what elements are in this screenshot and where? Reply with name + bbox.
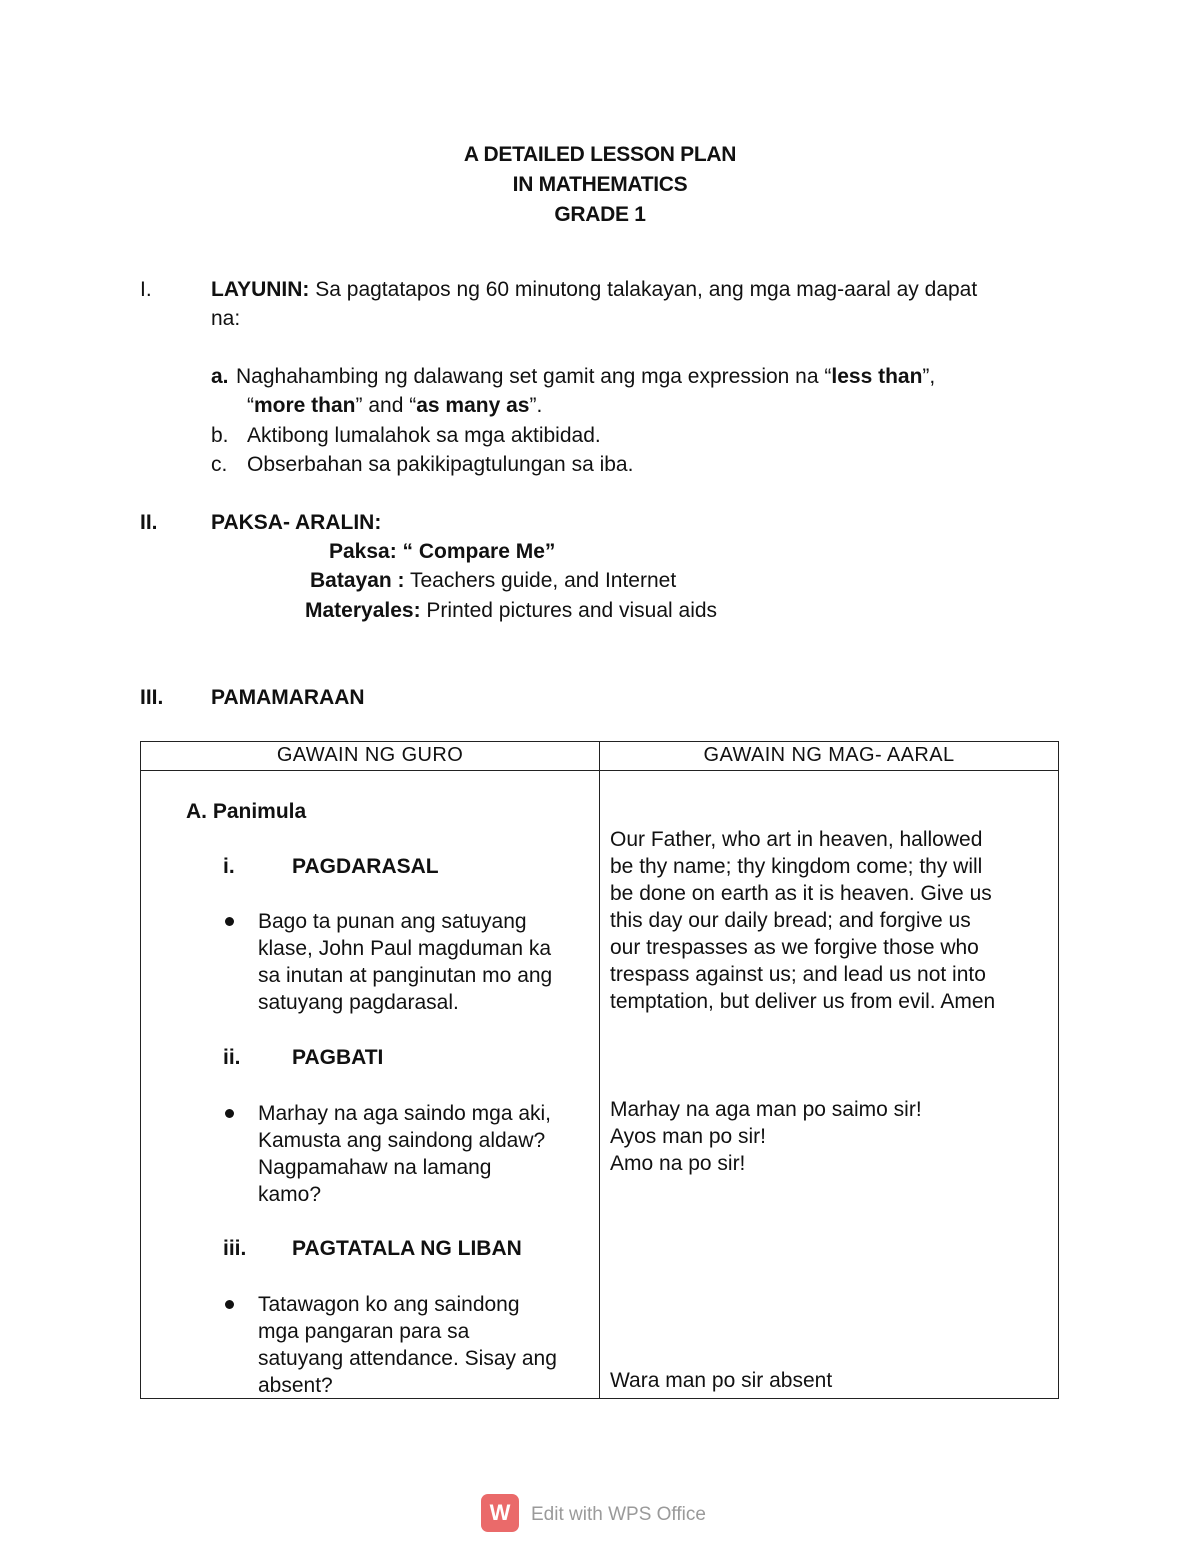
objective-c: Obserbahan sa pakikipagtulungan sa iba. xyxy=(247,453,634,476)
objective-a-letter: a. xyxy=(211,365,229,388)
section-2-numeral: II. xyxy=(140,511,158,534)
document-title-line-2: IN MATHEMATICS xyxy=(512,173,688,196)
step-2-number: ii. xyxy=(223,1046,241,1069)
section-1-heading: LAYUNIN: xyxy=(211,278,310,301)
batayan-line: Batayan : Teachers guide, and Internet xyxy=(310,569,677,592)
step-2-title: PAGBATI xyxy=(292,1046,384,1069)
materyales-line: Materyales: Printed pictures and visual aids xyxy=(305,599,718,622)
wps-logo-icon[interactable]: W xyxy=(481,1494,519,1532)
bullet-icon xyxy=(225,917,234,926)
part-a-title: A. Panimula xyxy=(186,800,307,823)
step-1-title: PAGDARASAL xyxy=(292,855,439,878)
section-2-heading: PAKSA- ARALIN: xyxy=(211,511,382,534)
bullet-icon xyxy=(225,1109,234,1118)
step-2-student-text: Marhay na aga man po saimo sir! Ayos man po sir! Amo na po sir! xyxy=(610,1098,922,1175)
column-header-teacher: GAWAIN NG GURO xyxy=(276,744,464,766)
objective-c-letter: c. xyxy=(211,453,228,476)
section-3-heading: PAMAMARAAN xyxy=(211,686,365,709)
step-3-student-text: Wara man po sir absent xyxy=(610,1369,833,1392)
bullet-icon xyxy=(225,1300,234,1309)
step-1-number: i. xyxy=(223,855,235,878)
section-1-intro-continued: na: xyxy=(211,307,241,330)
table-header-divider xyxy=(141,770,1058,771)
section-1-intro xyxy=(211,275,1071,304)
objective-b: Aktibong lumalahok sa mga aktibidad. xyxy=(247,424,601,447)
step-1-student-text: Our Father, who art in heaven, hallowed be thy name; thy kingdom come; thy will be done on earth as it is heaven. Give us this day our daily bread; and forgive us our trespasses as we forgive those who trespass against us; and lead us not into temptation, but deliver us from evil. Amen xyxy=(610,828,996,1013)
objective-a-continued: “more than” and “as many as”. xyxy=(247,394,543,417)
section-1-intro-text: Sa pagtatapos ng 60 minutong talakayan, ang mga mag-aaral ay dapat xyxy=(309,278,978,301)
section-1-numeral: I. xyxy=(140,278,152,301)
wps-edit-link[interactable]: Edit with WPS Office xyxy=(531,1504,706,1525)
paksa-label: Paksa: “ Compare Me” xyxy=(329,540,556,563)
document-title-line-3: GRADE 1 xyxy=(554,203,646,226)
step-1-teacher-text: Bago ta punan ang satuyang klase, John Paul magduman ka sa inutan at panginutan mo ang satuyang pagdarasal. xyxy=(258,910,553,1014)
column-header-student: GAWAIN NG MAG- AARAL xyxy=(703,744,955,766)
section-3-numeral: III. xyxy=(140,686,164,709)
step-2-teacher-text: Marhay na aga saindo mga aki, Kamusta ang saindong aldaw? Nagpamahaw na lamang kamo? xyxy=(258,1102,552,1206)
procedure-table xyxy=(140,741,1059,1399)
objective-a: Naghahambing ng dalawang set gamit ang mga expression na “less than”, xyxy=(236,365,936,388)
document-title-line-1: A DETAILED LESSON PLAN xyxy=(463,143,737,166)
step-3-title: PAGTATALA NG LIBAN xyxy=(292,1237,522,1260)
step-3-teacher-text: Tatawagon ko ang saindong mga pangaran para sa satuyang attendance. Sisay ang absent? xyxy=(258,1293,557,1397)
objective-b-letter: b. xyxy=(211,424,229,447)
step-3-number: iii. xyxy=(223,1237,247,1260)
table-column-divider xyxy=(599,742,600,1398)
